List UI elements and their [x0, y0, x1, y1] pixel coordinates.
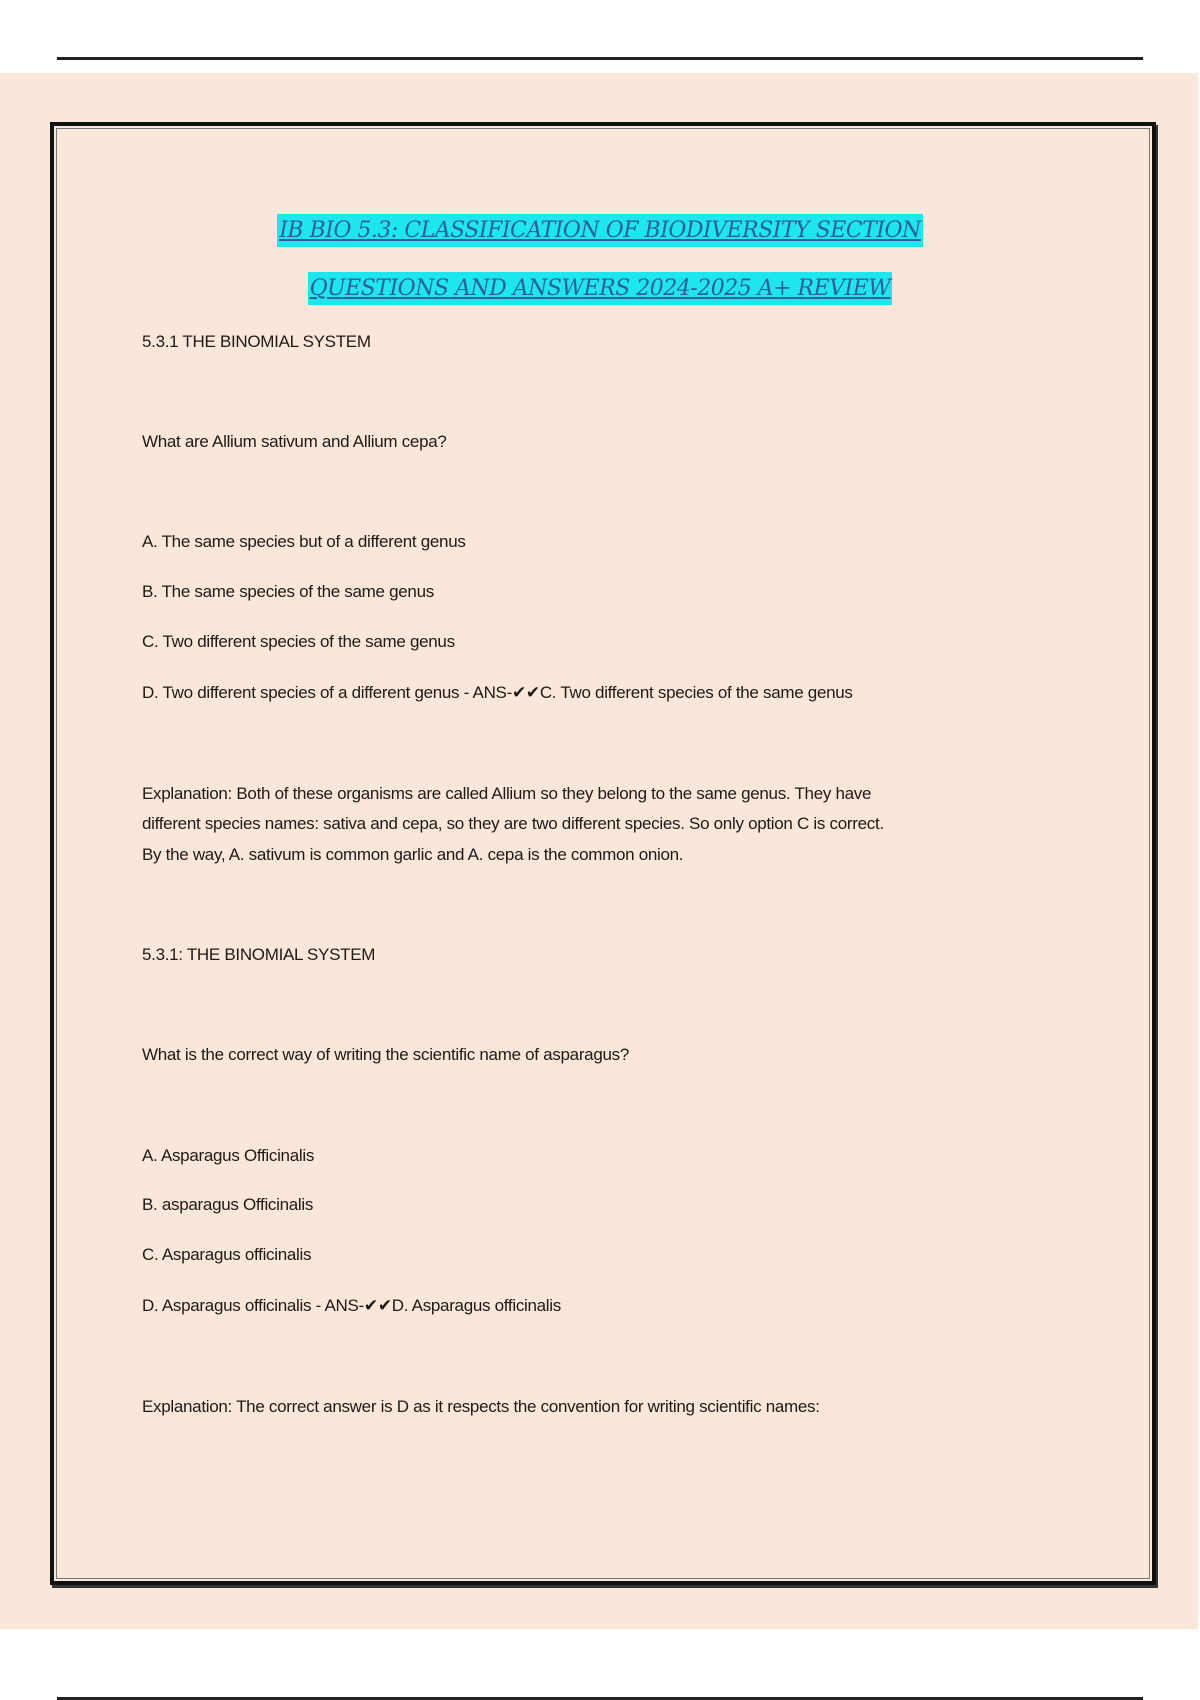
option-b: B. The same species of the same genus [142, 582, 434, 601]
section-heading: 5.3.1 THE BINOMIAL SYSTEM [142, 332, 371, 351]
section-heading: 5.3.1: THE BINOMIAL SYSTEM [142, 945, 376, 964]
explanation-line: Explanation: The correct answer is D as it respects the convention for writing scientific names: [142, 1397, 820, 1416]
title-highlight: QUESTIONS AND ANSWERS 2024-2025 A+ REVIEW [308, 272, 893, 305]
document-title-line-2 [0, 276, 1200, 301]
question: What are Allium sativum and Allium cepa? [142, 432, 447, 451]
option-d-answer: D. Two different species of a different genus - ANS-✔✔C. Two different species of the same genus [142, 683, 853, 702]
document-title-line-1 [0, 218, 1200, 243]
header-rule [57, 57, 1143, 60]
option-a: A. The same species but of a different genus [142, 532, 466, 551]
option-c: C. Asparagus officinalis [142, 1245, 312, 1264]
explanation-line: different species names: sativa and cepa, so they are two different species. So only option C is correct. [142, 814, 884, 833]
option-d-answer: D. Asparagus officinalis - ANS-✔✔D. Asparagus officinalis [142, 1296, 561, 1315]
question: What is the correct way of writing the scientific name of asparagus? [142, 1045, 629, 1064]
option-c: C. Two different species of the same genus [142, 632, 455, 651]
explanation-line: By the way, A. sativum is common garlic and A. cepa is the common onion. [142, 845, 684, 864]
option-b: B. asparagus Officinalis [142, 1195, 314, 1214]
option-a: A. Asparagus Officinalis [142, 1146, 315, 1165]
explanation-line: Explanation: Both of these organisms are called Allium so they belong to the same genus. They have [142, 784, 872, 803]
title-highlight: IB BIO 5.3: CLASSIFICATION OF BIODIVERSITY SECTION [277, 214, 923, 247]
